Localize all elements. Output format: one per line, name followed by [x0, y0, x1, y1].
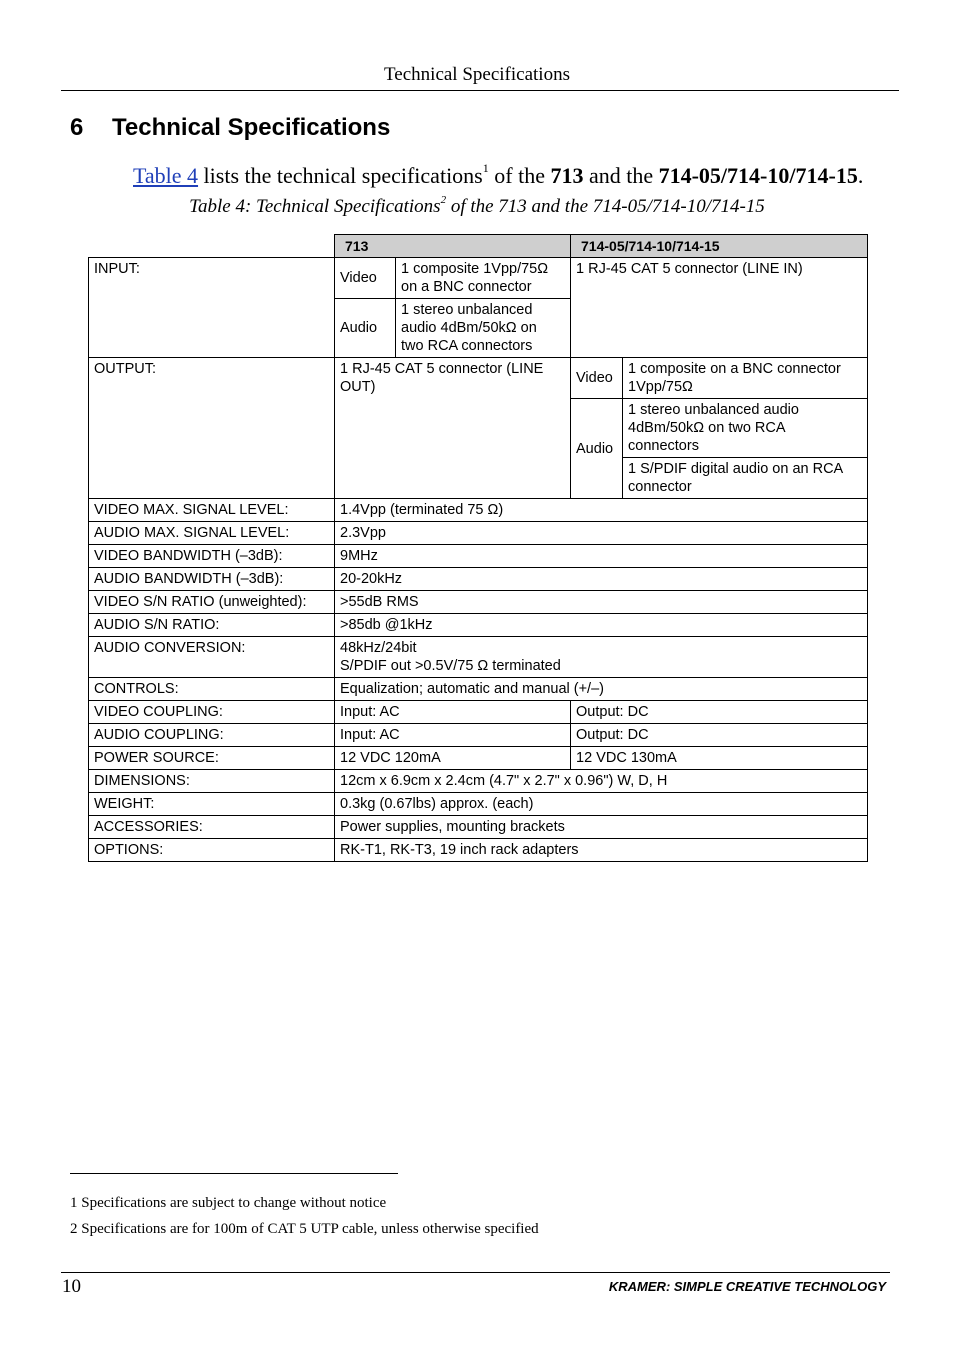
footer-rule	[61, 1272, 890, 1273]
page-number: 10	[62, 1276, 81, 1297]
output-video-value: 1 composite on a BNC connector 1Vpp/75Ω	[623, 358, 868, 399]
row-value-713: Input: AC	[335, 701, 571, 724]
table-row	[89, 591, 868, 614]
table-row	[89, 793, 868, 816]
caption-text: Table 4: Technical Specifications	[189, 196, 441, 217]
row-value: 1.4Vpp (terminated 75 Ω)	[335, 499, 868, 522]
row-value: 0.3kg (0.67lbs) approx. (each)	[335, 793, 868, 816]
row-label: OPTIONS:	[89, 839, 335, 862]
row-label: AUDIO BANDWIDTH (–3dB):	[89, 568, 335, 591]
header-714: 714-05/714-10/714-15	[571, 235, 868, 258]
row-value-714: Output: DC	[571, 724, 868, 747]
input-video-value: 1 composite 1Vpp/75Ω on a BNC connector	[396, 258, 571, 299]
footnote-2: 2 Specifications are for 100m of CAT 5 UTP cable, unless otherwise specified	[70, 1221, 539, 1237]
table-row	[89, 770, 868, 793]
row-label: DIMENSIONS:	[89, 770, 335, 793]
row-label: INPUT:	[89, 258, 335, 358]
header-blank-cell	[89, 235, 335, 258]
running-header: Technical Specifications	[384, 64, 570, 85]
table-row	[89, 545, 868, 568]
caption-text: of the 713 and the 714-05/714-10/714-15	[450, 196, 765, 217]
intro-text: of the	[494, 163, 545, 188]
table-row	[89, 637, 868, 678]
table-row	[89, 258, 868, 299]
row-label: AUDIO MAX. SIGNAL LEVEL:	[89, 522, 335, 545]
row-value-713: 12 VDC 120mA	[335, 747, 571, 770]
footnote-rule	[70, 1173, 398, 1174]
row-label: POWER SOURCE:	[89, 747, 335, 770]
row-label: VIDEO MAX. SIGNAL LEVEL:	[89, 499, 335, 522]
row-label: AUDIO S/N RATIO:	[89, 614, 335, 637]
output-713-value: 1 RJ-45 CAT 5 connector (LINE OUT)	[335, 358, 571, 499]
table-row	[89, 499, 868, 522]
row-label: CONTROLS:	[89, 678, 335, 701]
model-714: 714-05/714-10/714-15	[658, 163, 858, 188]
table-row	[89, 816, 868, 839]
table-row	[89, 522, 868, 545]
model-713: 713	[550, 163, 584, 188]
output-audio-value: 1 stereo unbalanced audio 4dBm/50kΩ on two RCA connectors	[623, 399, 868, 458]
row-value-714: 12 VDC 130mA	[571, 747, 868, 770]
specifications-table	[88, 234, 868, 862]
row-value: 12cm x 6.9cm x 2.4cm (4.7" x 2.7" x 0.96") W, D, H	[335, 770, 868, 793]
input-714-value: 1 RJ-45 CAT 5 connector (LINE IN)	[571, 258, 868, 358]
section-number: 6	[70, 114, 84, 141]
table-row	[89, 701, 868, 724]
intro-text: and the	[588, 163, 654, 188]
row-value: 48kHz/24bit S/PDIF out >0.5V/75 Ω terminated	[335, 637, 868, 678]
row-value: >55dB RMS	[335, 591, 868, 614]
input-audio-value: 1 stereo unbalanced audio 4dBm/50kΩ on two RCA connectors	[396, 299, 571, 358]
output-spdif-value: 1 S/PDIF digital audio on an RCA connector	[623, 458, 868, 499]
row-label: OUTPUT:	[89, 358, 335, 499]
row-value-714: Output: DC	[571, 701, 868, 724]
row-label: VIDEO BANDWIDTH (–3dB):	[89, 545, 335, 568]
intro-text: .	[857, 163, 864, 188]
row-value: 9MHz	[335, 545, 868, 568]
footnote-ref-1[interactable]: 1	[482, 161, 489, 175]
table-row	[89, 568, 868, 591]
table-4-link[interactable]: Table 4	[133, 163, 199, 188]
row-label: WEIGHT:	[89, 793, 335, 816]
row-value: 2.3Vpp	[335, 522, 868, 545]
footnote-ref-2[interactable]: 2	[440, 194, 447, 206]
output-audio-label: Audio	[571, 399, 623, 499]
row-value-713: Input: AC	[335, 724, 571, 747]
table-row	[89, 839, 868, 862]
input-audio-label: Audio	[335, 299, 396, 358]
footer-brand: KRAMER: SIMPLE CREATIVE TECHNOLOGY	[608, 1279, 886, 1294]
row-label: AUDIO COUPLING:	[89, 724, 335, 747]
row-label: VIDEO COUPLING:	[89, 701, 335, 724]
table-row	[89, 614, 868, 637]
row-value: Equalization; automatic and manual (+/–)	[335, 678, 868, 701]
row-value: >85db @1kHz	[335, 614, 868, 637]
row-value: RK-T1, RK-T3, 19 inch rack adapters	[335, 839, 868, 862]
row-label: VIDEO S/N RATIO (unweighted):	[89, 591, 335, 614]
table-row	[89, 724, 868, 747]
row-label: AUDIO CONVERSION:	[89, 637, 335, 678]
table-row	[89, 358, 868, 399]
input-video-label: Video	[335, 258, 396, 299]
output-video-label: Video	[571, 358, 623, 399]
table-row	[89, 747, 868, 770]
table-row	[89, 678, 868, 701]
header-rule	[61, 90, 899, 91]
row-label: ACCESSORIES:	[89, 816, 335, 839]
section-title: Technical Specifications	[112, 114, 391, 141]
intro-text: lists the technical specifications	[203, 163, 483, 188]
footnote-1: 1 Specifications are subject to change without notice	[70, 1195, 387, 1211]
header-713: 713	[335, 235, 571, 258]
table-caption	[0, 196, 954, 218]
intro-paragraph	[133, 163, 933, 189]
table-header-row	[89, 235, 868, 258]
section-heading	[70, 114, 390, 142]
row-value: 20-20kHz	[335, 568, 868, 591]
row-value: Power supplies, mounting brackets	[335, 816, 868, 839]
